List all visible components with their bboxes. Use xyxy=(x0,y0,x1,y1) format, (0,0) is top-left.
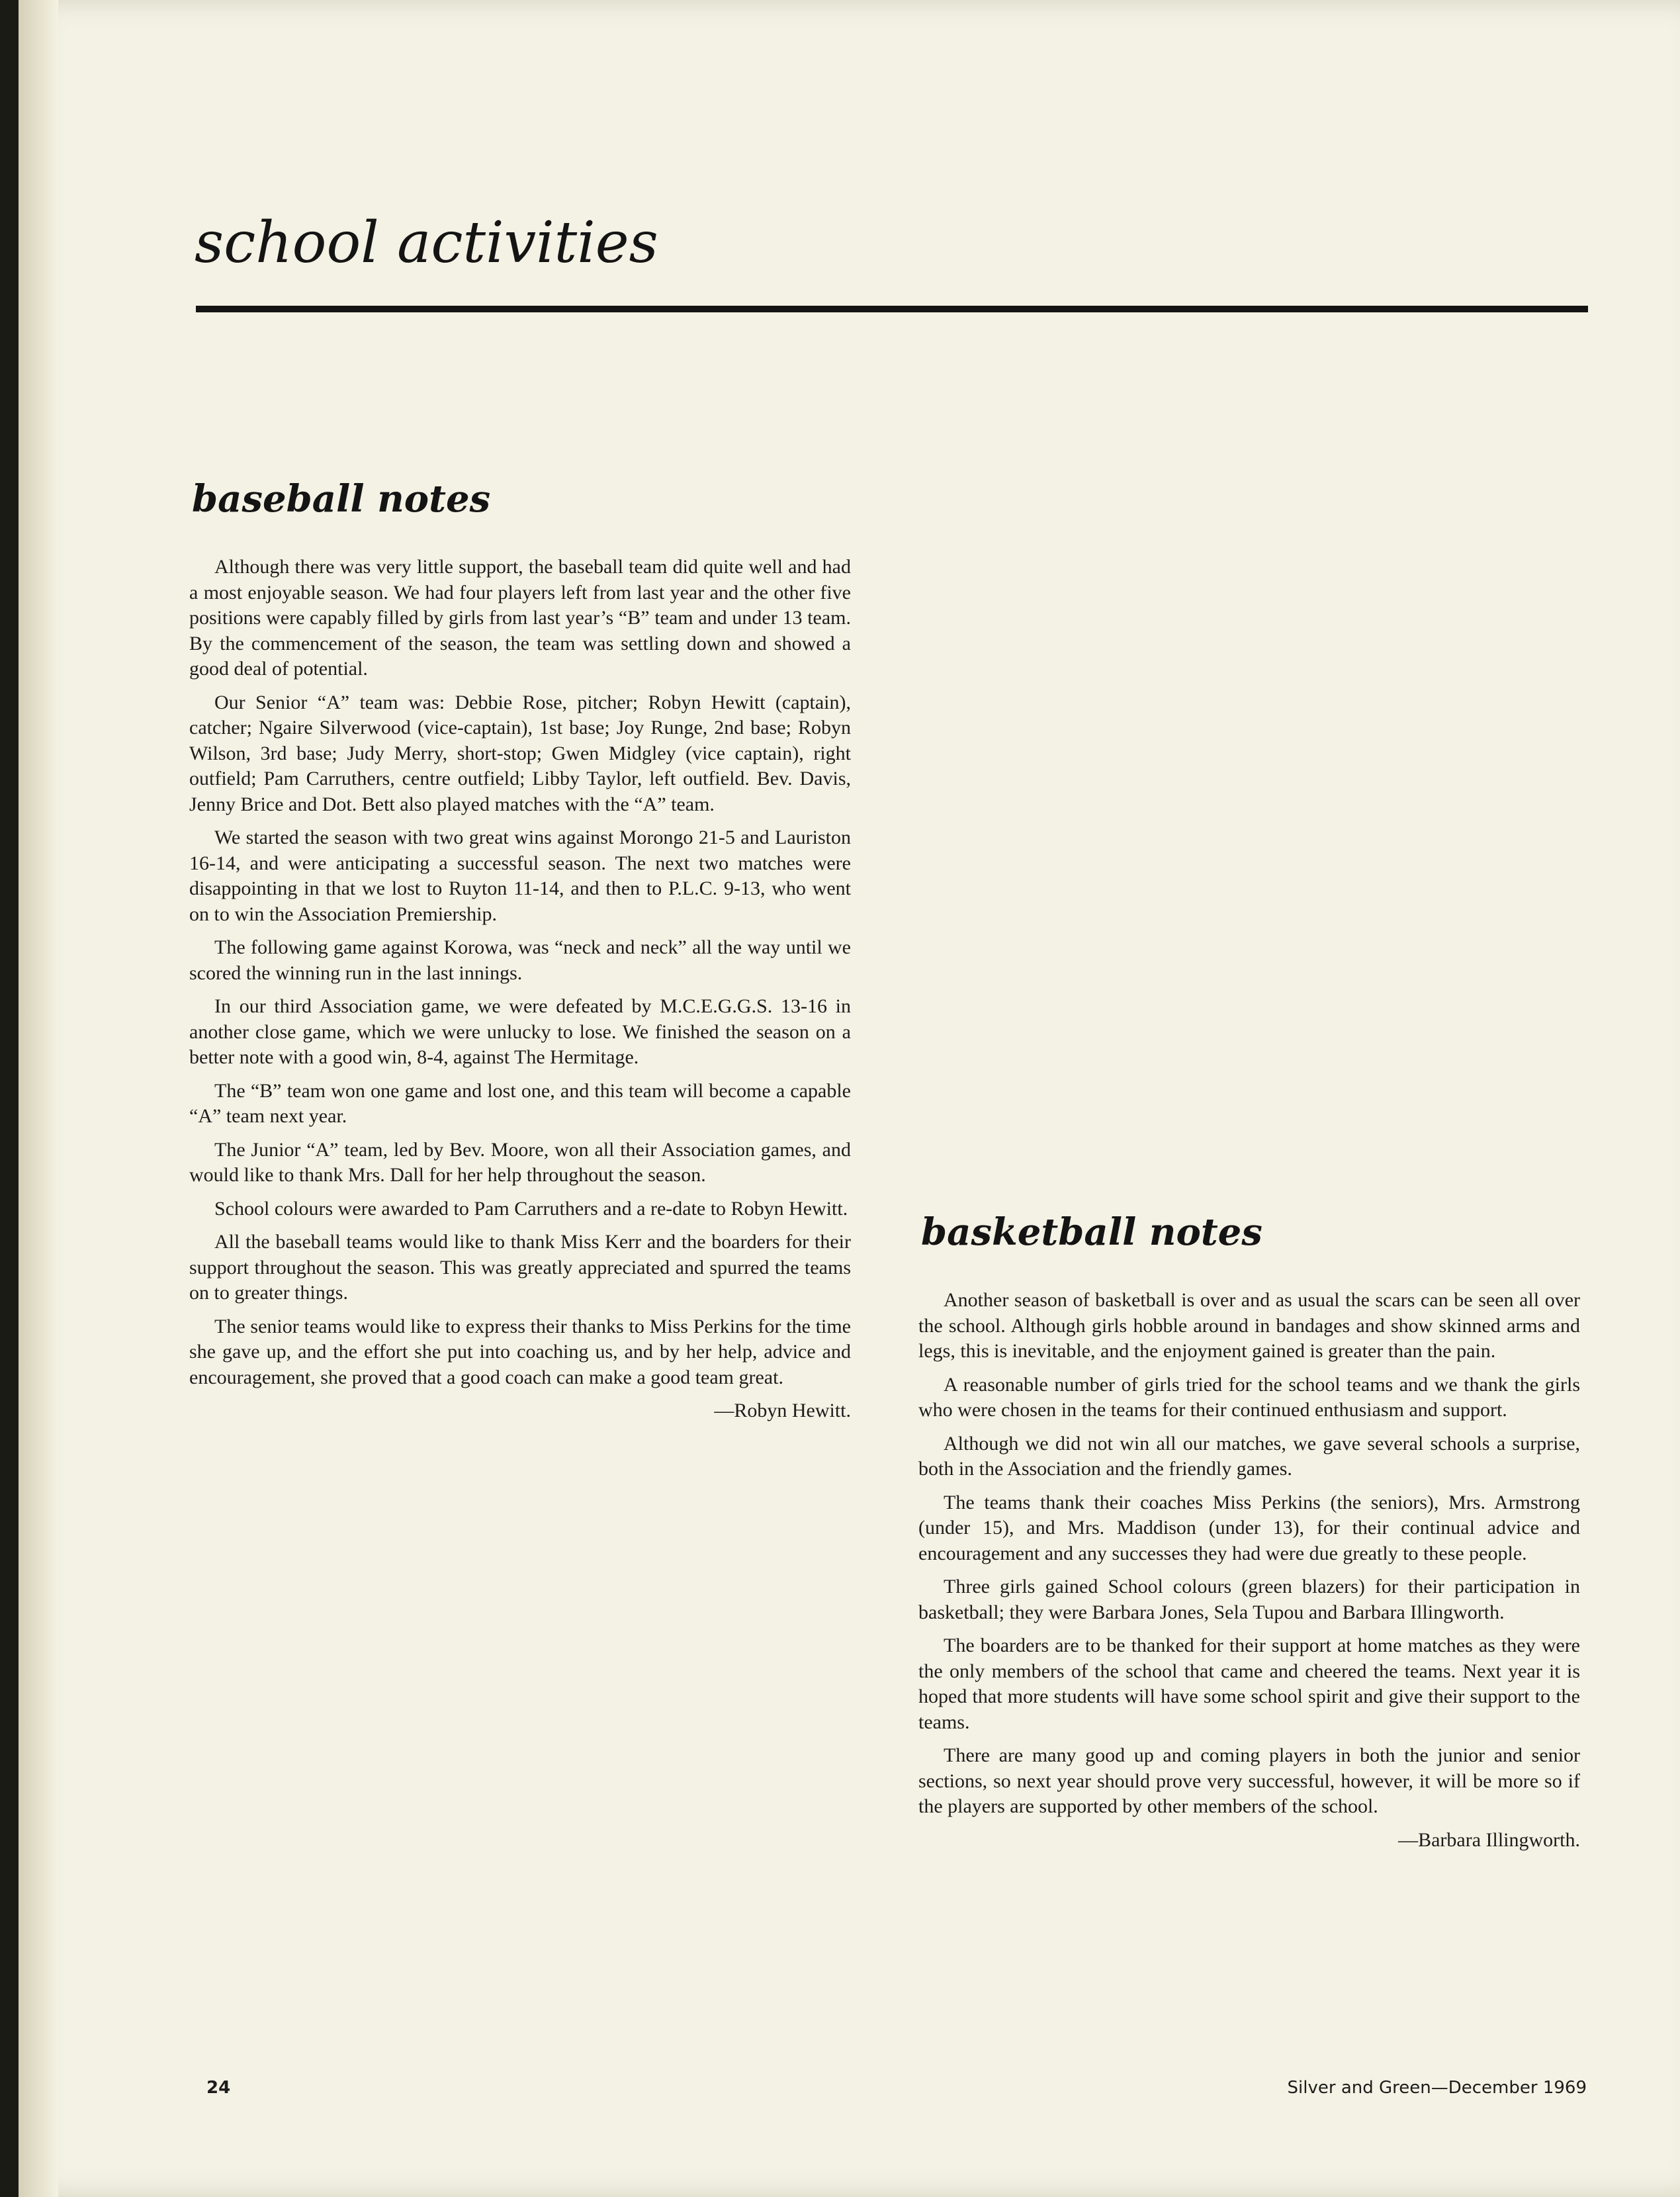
basketball-paragraph-4: The teams thank their coaches Miss Perkins (the seniors), Mrs. Armstrong (under 15), and Mrs. Maddison (under 13), for their continual advice and encouragement and any successes they had were due greatly to these people. xyxy=(918,1491,1580,1564)
basketball-notes-title: basketball notes xyxy=(921,1210,1262,1254)
baseball-paragraph-10: The senior teams would like to express their thanks to Miss Perkins for the time she gave up, and the effort she put into coaching us, and by her help, advice and encouragement, she proved that a good coach can make a good team great. xyxy=(189,1315,851,1388)
baseball-paragraph-6: The “B” team won one game and lost one, and this team will become a capable “A” team next year. xyxy=(189,1079,851,1127)
basketball-signature: —Barbara Illingworth. xyxy=(1398,1828,1580,1851)
title-rule xyxy=(196,306,1588,312)
page-gutter xyxy=(19,0,58,2197)
baseball-paragraph-7: The Junior “A” team, led by Bev. Moore, won all their Association games, and would like to thank Mrs. Dall for her help throughout the season. xyxy=(189,1138,851,1186)
basketball-notes-column xyxy=(918,1288,1580,1853)
basketball-paragraph-2: A reasonable number of girls tried for the school teams and we thank the girls who were chosen in the teams for their continued enthusiasm and support. xyxy=(918,1373,1580,1421)
basketball-paragraph-7: There are many good up and coming players in both the junior and senior sections, so next year should prove very successful, however, it will be more so if the players are supported by other members of the school. xyxy=(918,1744,1580,1817)
basketball-paragraph-6: The boarders are to be thanked for their support at home matches as they were the only members of the school that came and cheered the teams. Next year it is hoped that more students will have some school spirit and give their support to the teams. xyxy=(918,1635,1580,1733)
baseball-signature: —Robyn Hewitt. xyxy=(714,1400,851,1421)
baseball-paragraph-4: The following game against Korowa, was “neck and neck” all the way until we scored the winning run in the last innings. xyxy=(189,936,851,984)
basketball-paragraph-3: Although we did not win all our matches, we gave several schools a surprise, both in the Association and the friendly games. xyxy=(918,1432,1580,1480)
baseball-paragraph-8: School colours were awarded to Pam Carruthers and a re-date to Robyn Hewitt. xyxy=(214,1197,848,1220)
baseball-notes-title: baseball notes xyxy=(192,477,491,521)
baseball-paragraph-9: All the baseball teams would like to thank Miss Kerr and the boarders for their support throughout the season. This was greatly appreciated and spurred the teams on to greater things. xyxy=(189,1231,851,1304)
basketball-paragraph-1: Another season of basketball is over and as usual the scars can be seen all over the school. Although girls hobble around in bandages and show skinned arms and legs, this is inevitable, and the enjoyment gained is greater than the pain. xyxy=(918,1289,1580,1362)
baseball-paragraph-5: In our third Association game, we were defeated by M.C.E.G.G.S. 13-16 in another close game, which we were unlucky to lose. We finished the season on a better note with a good win, 8-4, against The Hermitage. xyxy=(189,995,851,1068)
page-title: school activities xyxy=(195,210,658,276)
baseball-paragraph-2: Our Senior “A” team was: Debbie Rose, pitcher; Robyn Hewitt (captain), catcher; Ngaire Silverwood (vice-captain), 1st base; Joy Runge, 2nd base; Robyn Wilson, 3rd base; Judy Merry, short-stop; Gwen Midgley (vice captain), right outfield; Pam Carruthers, centre outfield; Libby Taylor, left outfield. Bev. Davis, Jenny Brice and Dot. Bett also played matches with the “A” team. xyxy=(189,691,851,815)
basketball-paragraph-5: Three girls gained School colours (green blazers) for their participation in basketball; they were Barbara Jones, Sela Tupou and Barbara Illingworth. xyxy=(918,1576,1580,1623)
baseball-paragraph-3: We started the season with two great wins against Morongo 21-5 and Lauriston 16-14, and were anticipating a successful season. The next two matches were disappointing in that we lost to Ruyton 11-14, and then to P.L.C. 9-13, who went on to win the Association Premiership. xyxy=(189,827,851,925)
baseball-paragraph-1: Although there was very little support, the baseball team did quite well and had a most enjoyable season. We had four players left from last year and the other five positions were capably filled by girls from last year’s “B” team and under 13 team. By the commencement of the season, the team was settling down and showed a good deal of potential. xyxy=(189,556,851,680)
magazine-page xyxy=(19,0,1680,2197)
baseball-notes-column xyxy=(189,555,851,1424)
publication-footer: Silver and Green—December 1969 xyxy=(1287,2078,1587,2098)
page-number: 24 xyxy=(206,2078,231,2098)
